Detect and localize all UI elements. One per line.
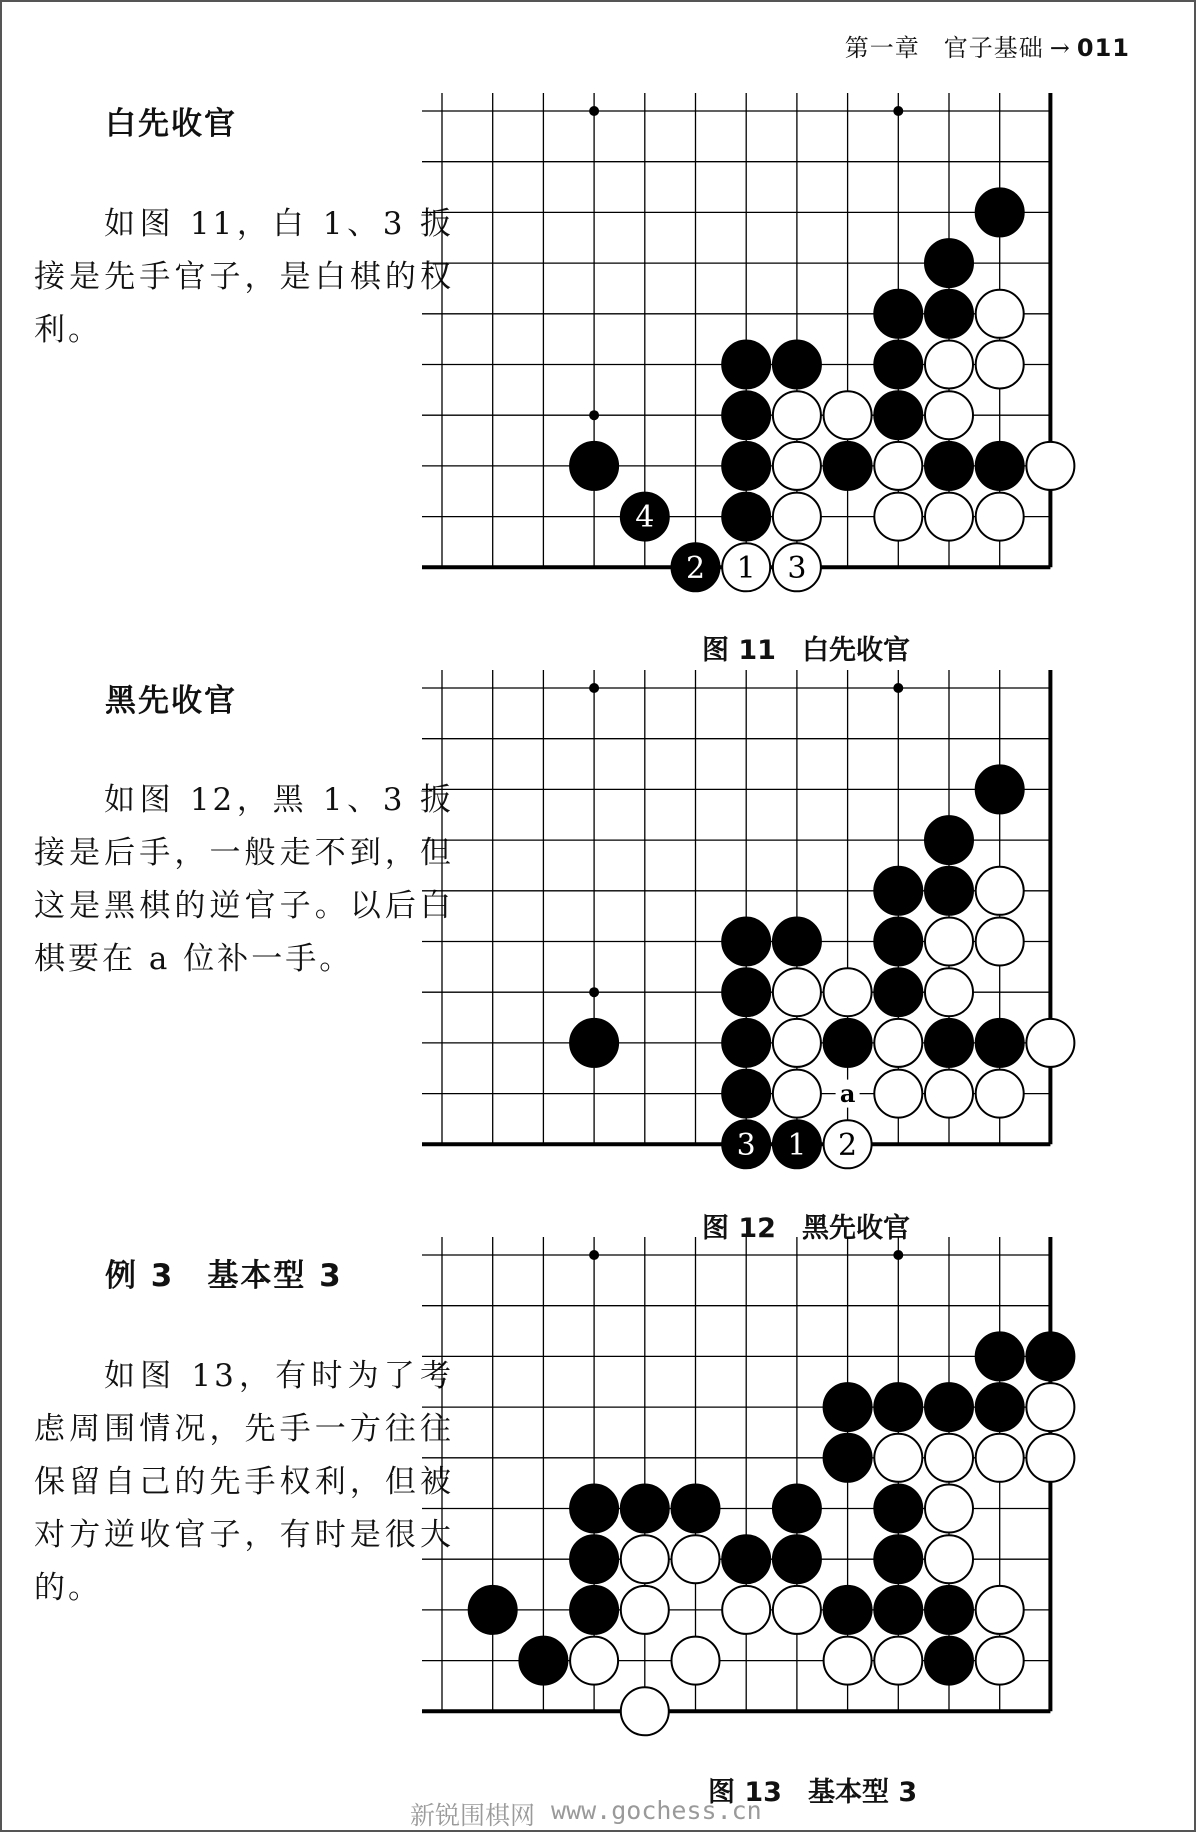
black-stone <box>722 1535 770 1583</box>
move-number: 2 <box>685 550 706 586</box>
black-stone <box>773 1535 821 1583</box>
chapter-label: 第一章 <box>844 34 920 62</box>
section-text-3: 如图 13，有时为了考虑周围情况，先手一方往往保留自己的先手权利，但被对方逆收官子，有时是很大的。 <box>34 1358 454 1606</box>
section-label: 官子基础 <box>943 34 1044 62</box>
move-number: 1 <box>787 1127 807 1163</box>
white-stone <box>773 1586 821 1634</box>
black-stone <box>519 1637 567 1685</box>
figure-label-12: 图 12 <box>702 1213 776 1244</box>
black-stone <box>824 1383 872 1431</box>
watermark <box>410 1796 762 1832</box>
watermark-site: 新锐围棋网 <box>410 1801 536 1830</box>
black-stone <box>824 1586 872 1634</box>
black-stone <box>672 1485 720 1533</box>
section-heading-3: 例 3 基本型 3 <box>105 1258 343 1294</box>
white-stone <box>874 1434 922 1482</box>
white-stone <box>925 1535 973 1583</box>
section-text-2: 如图 12，黑 1、3 扳接是后手，一般走不到，但这是黑棋的逆官子。以后白棋要在 a 位补一手。 <box>34 782 454 977</box>
figure-title-11: 白先收官 <box>801 635 910 666</box>
black-stone <box>976 1383 1024 1431</box>
white-stone <box>976 1434 1024 1482</box>
arrow-glyph: → <box>1049 34 1071 62</box>
figure-title-13: 基本型 3 <box>807 1777 918 1808</box>
star-point <box>893 1250 903 1260</box>
white-stone <box>570 1637 618 1685</box>
figure-label-11: 图 11 <box>702 635 776 666</box>
white-stone <box>824 1637 872 1685</box>
move-number: 1 <box>736 550 756 586</box>
move-number: 3 <box>736 1127 756 1163</box>
white-stone <box>672 1535 720 1583</box>
black-stone <box>874 1586 922 1634</box>
white-stone <box>621 1535 669 1583</box>
star-point <box>589 1250 599 1260</box>
section-text-1: 如图 11，白 1、3 扳接是先手官子，是白棋的权利。 <box>34 206 454 348</box>
black-stone <box>570 1535 618 1583</box>
figure-title-12: 黑先收官 <box>801 1213 910 1244</box>
black-stone <box>570 1485 618 1533</box>
white-stone <box>722 1586 770 1634</box>
black-stone <box>925 1637 973 1685</box>
black-stone <box>925 1586 973 1634</box>
black-stone <box>621 1485 669 1533</box>
black-stone <box>874 1535 922 1583</box>
white-stone <box>976 1637 1024 1685</box>
white-stone <box>621 1687 669 1735</box>
section-heading-1: 白先收官 <box>105 106 237 142</box>
white-stone <box>1026 1434 1074 1482</box>
black-stone <box>824 1434 872 1482</box>
white-stone <box>621 1586 669 1634</box>
page-number: 011 <box>1076 34 1130 62</box>
point-label: a <box>839 1079 856 1109</box>
white-stone <box>976 1586 1024 1634</box>
black-stone <box>874 1383 922 1431</box>
black-stone <box>570 1586 618 1634</box>
black-stone <box>469 1586 517 1634</box>
black-stone <box>976 1332 1024 1380</box>
black-stone <box>773 1485 821 1533</box>
black-stone <box>925 1383 973 1431</box>
figure-label-13: 图 13 <box>708 1777 782 1808</box>
white-stone <box>672 1637 720 1685</box>
move-number: 4 <box>635 500 655 536</box>
move-number: 3 <box>787 550 807 586</box>
section-heading-2: 黑先收官 <box>105 683 237 719</box>
stones <box>469 1332 1075 1735</box>
move-number: 2 <box>838 1127 858 1163</box>
watermark-url: www.gochess.cn <box>551 1796 762 1825</box>
black-stone <box>1026 1332 1074 1380</box>
black-stone <box>874 1485 922 1533</box>
white-stone <box>925 1485 973 1533</box>
white-stone <box>1026 1383 1074 1431</box>
white-stone <box>874 1637 922 1685</box>
white-stone <box>925 1434 973 1482</box>
